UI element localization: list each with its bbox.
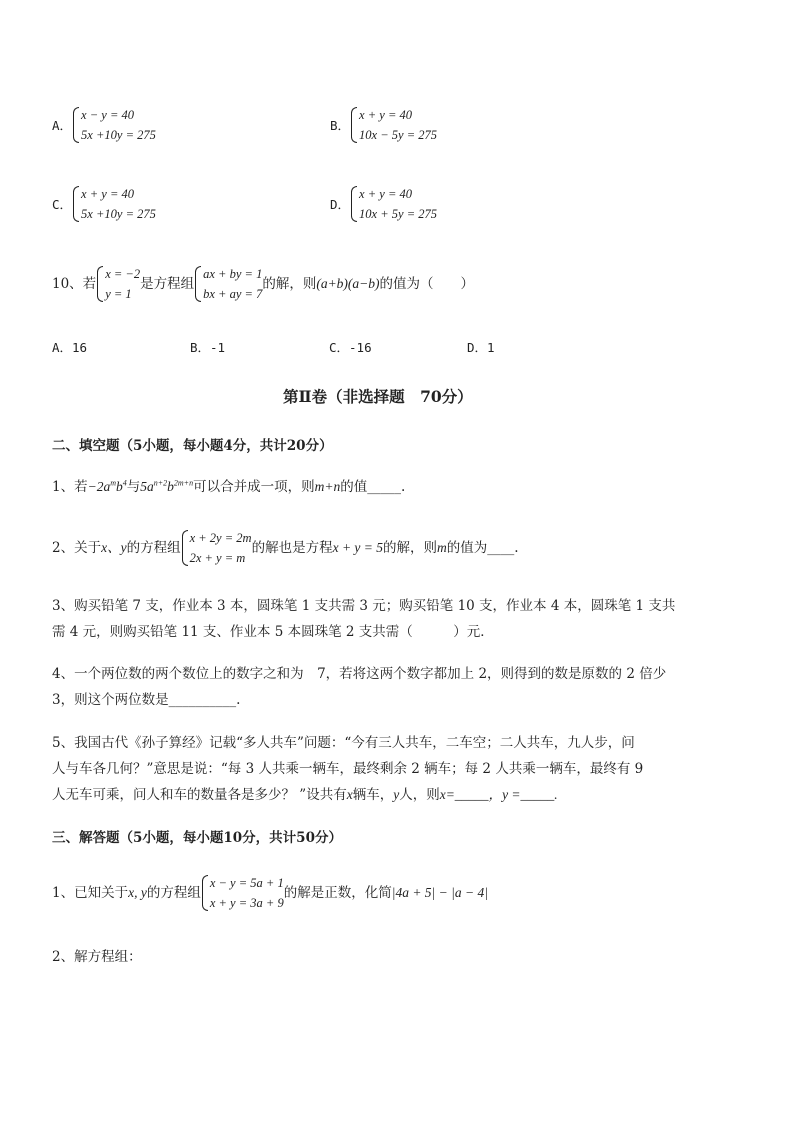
fill-question-3: 3、购买铅笔 7 支，作业本 3 本，圆珠笔 1 支共需 3 元；购买铅笔 10 支，作业本 4 本，圆珠笔 1 支共 需 4 元，则购买铅笔 11 支、作业本 5 本圆珠笔 2 支共需（ ）元． xyxy=(52,598,676,640)
question-10: 10、若 x = −2 y = 1 是方程组 ax + by = 1 bx + ay = 7 的解，则(a+b)(a−b)的值为（ ） xyxy=(52,264,474,304)
solution-pair: x = −2 y = 1 xyxy=(96,264,140,304)
solve-question-1: 1、已知关于x, y的方程组 x − y = 5a + 1 x + y = 3a + 9 的解是正数，化简|4a + 5| − |a − 4| xyxy=(52,873,488,913)
equation-system: x + y = 40 10x − 5y = 275 xyxy=(350,105,437,145)
equation-system: x − y = 5a + 1 x + y = 3a + 9 xyxy=(201,873,284,913)
fill-question-4: 4、一个两位数的两个数位上的数字之和为 7，若将这两个数字都加上 2，则得到的数是原数的 2 倍少 3，则这个两位数是__________. xyxy=(52,666,667,708)
equation-system: ax + by = 1 bx + ay = 7 xyxy=(194,264,262,304)
section-heading: 二、填空题（5小题，每小题4分，共计20分） xyxy=(52,438,333,454)
solve-question-2: 2、解方程组： xyxy=(52,949,142,965)
equation-system: x + y = 40 5x +10y = 275 xyxy=(72,184,156,224)
option-label: B． xyxy=(330,118,351,133)
q10-option-d: D．1 xyxy=(467,340,495,355)
q10-option-b: B．-1 xyxy=(190,340,226,355)
option-label: C． xyxy=(52,197,73,212)
option-d xyxy=(330,184,437,224)
fill-question-5: 5、我国古代《孙子算经》记载“多人共车”问题：“今有三人共车，二车空；二人共车，九人步，问 人与车各几何？”意思是说：“每 3 人共乘一辆车，最终剩余 2 辆车；每 2 人共乘一辆车，最终有 9 人无车可乘，问人和车的数量各是多少？ ”设共有x辆车，y人，则x=_____，y =_____. xyxy=(52,735,644,803)
q10-option-a: A．16 xyxy=(52,340,88,355)
q10-option-c: C．-16 xyxy=(329,340,372,355)
fill-question-1: 1、若$-2a^mb^4$与$5a^{n+2}b^{2m+n}$可以合并成一项，则m+n的值_____. xyxy=(52,478,406,495)
fill-question-2: 2、关于x、y的方程组 x + 2y = 2m 2x + y = m 的解也是方程x + y = 5的解，则m的值为____. xyxy=(52,528,519,568)
option-a xyxy=(52,105,156,145)
option-label: A． xyxy=(52,118,73,133)
part-title: 第Ⅱ卷（非选择题 70分） xyxy=(283,387,473,406)
option-label: D． xyxy=(330,197,351,212)
option-b xyxy=(330,105,437,145)
option-c xyxy=(52,184,156,224)
equation-system: x + 2y = 2m 2x + y = m xyxy=(181,528,252,568)
equation-system: x + y = 40 10x + 5y = 275 xyxy=(350,184,437,224)
equation-system: x − y = 40 5x +10y = 275 xyxy=(72,105,156,145)
section-heading: 三、解答题（5小题，每小题10分，共计50分） xyxy=(52,830,342,846)
